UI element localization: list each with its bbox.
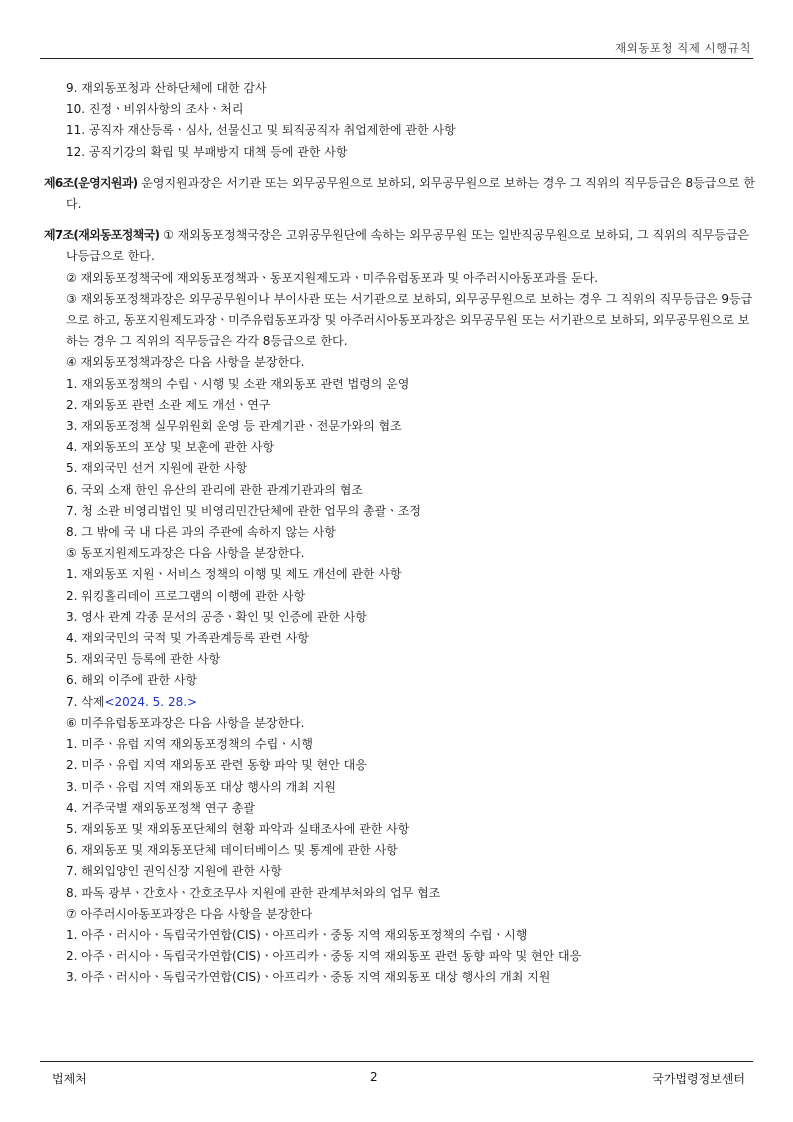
paragraph-7: ⑦ 아주러시아동포과장은 다음 사항을 분장한다 — [66, 906, 313, 921]
list-item-deleted — [44, 692, 756, 713]
list-item: 1. 재외동포 지원ㆍ서비스 정책의 이행 및 제도 개선에 관한 사항 — [66, 567, 402, 582]
footer-source: 국가법령정보센터 — [652, 1072, 745, 1086]
paragraph-4: ④ 재외동포정책과장은 다음 사항을 분장한다. — [66, 355, 305, 370]
article-heading: 제7조(재외동포정책국) — [44, 228, 160, 243]
list-item: 2. 재외동포 관련 소관 제도 개선ㆍ연구 — [66, 397, 271, 412]
list-item: 2. 아주ㆍ러시아ㆍ독립국가연합(CIS)ㆍ아프리카ㆍ중동 지역 재외동포 관련 동향 파악 및 현안 대응 — [66, 949, 582, 964]
article-7 — [44, 225, 756, 267]
list-item: 1. 재외동포정책의 수립ㆍ시행 및 소관 재외동포 관련 법령의 운영 — [66, 376, 410, 391]
list-item: 6. 재외동포 및 재외동포단체 데이터베이스 및 통계에 관한 사항 — [66, 843, 398, 858]
paragraph-2: ② 재외동포정책국에 재외동포정책과ㆍ동포지원제도과ㆍ미주유럽동포과 및 아주러시아동포과를 둔다. — [66, 270, 599, 285]
footer-divider — [40, 1061, 753, 1062]
article-heading: 제6조(운영지원과) — [44, 175, 138, 190]
paragraph-3: ③ 재외동포정책과장은 외무공무원이나 부이사관 또는 서기관으로 보하되, 외무공무원으로 보하는 경우 그 직위의 직무등급은 9등급으로 하고, 동포지원제도과장ㆍ미주유럽동포과장 및 아주러시아동포과장은 외무공무원 또는 서기관으로 보하되, 외무공무원으로 보하는 경우 그 직위의 직무등급은 각각 8등급으로 한다. — [66, 291, 753, 349]
list-item: 7. 해외입양인 권익신장 지원에 관한 사항 — [66, 864, 282, 879]
list-item: 3. 재외동포정책 실무위원회 운영 등 관계기관ㆍ전문가와의 협조 — [66, 419, 402, 434]
article-text: 운영지원과장은 서기관 또는 외무공무원으로 보하되, 외무공무원으로 보하는 경우 그 직위의 직무등급은 8등급으로 한다. — [66, 175, 755, 212]
paragraph-6: ⑥ 미주유럽동포과장은 다음 사항을 분장한다. — [66, 715, 305, 730]
article-6 — [44, 173, 756, 215]
deleted-item-text: 7. 삭제 — [66, 694, 105, 709]
list-item: 12. 공직기강의 확립 및 부패방지 대책 등에 관한 사항 — [66, 144, 348, 159]
page-number: 2 — [370, 1070, 378, 1084]
list-item: 8. 파독 광부ㆍ간호사ㆍ간호조무사 지원에 관한 관계부처와의 업무 협조 — [66, 885, 441, 900]
paragraph-1: ① 재외동포정책국장은 고위공무원단에 속하는 외무공무원 또는 일반직공무원으로 보하되, 그 직위의 직무등급은 나등급으로 한다. — [66, 228, 750, 264]
list-item: 3. 미주ㆍ유럽 지역 재외동포 대상 행사의 개최 지원 — [66, 779, 336, 794]
amendment-date-link[interactable]: <2024. 5. 28.> — [104, 694, 198, 709]
list-item: 7. 청 소관 비영리법인 및 비영리민간단체에 관한 업무의 총괄ㆍ조정 — [66, 503, 421, 518]
list-item: 8. 그 밖에 국 내 다른 과의 주관에 속하지 않는 사항 — [66, 525, 336, 540]
list-item: 6. 국외 소재 한인 유산의 관리에 관한 관계기관과의 협조 — [66, 482, 363, 497]
list-item: 3. 영사 관계 각종 문서의 공증ㆍ확인 및 인증에 관한 사항 — [66, 609, 367, 624]
list-item: 4. 재외국민의 국적 및 가족관계등록 관련 사항 — [66, 631, 309, 646]
list-item: 4. 거주국별 재외동포정책 연구 총괄 — [66, 800, 255, 815]
list-item: 4. 재외동포의 포상 및 보훈에 관한 사항 — [66, 440, 275, 455]
list-item: 2. 워킹홀리데이 프로그램의 이행에 관한 사항 — [66, 588, 306, 603]
list-item: 6. 해외 이주에 관한 사항 — [66, 673, 198, 688]
list-item: 5. 재외국민 선거 지원에 관한 사항 — [66, 461, 248, 476]
document-body — [44, 78, 756, 989]
list-item: 2. 미주ㆍ유럽 지역 재외동포 관련 동향 파악 및 현안 대응 — [66, 758, 367, 773]
list-item: 9. 재외동포청과 산하단체에 대한 감사 — [66, 81, 267, 95]
list-item: 11. 공직자 재산등록ㆍ심사, 선물신고 및 퇴직공직자 취업제한에 관한 사항 — [66, 123, 456, 138]
list-item: 5. 재외동포 및 재외동포단체의 현황 파악과 실태조사에 관한 사항 — [66, 821, 410, 836]
paragraph-5: ⑤ 동포지원제도과장은 다음 사항을 분장한다. — [66, 546, 305, 561]
list-item: 3. 아주ㆍ러시아ㆍ독립국가연합(CIS)ㆍ아프리카ㆍ중동 지역 재외동포 대상 행사의 개최 지원 — [66, 970, 551, 985]
list-item: 1. 아주ㆍ러시아ㆍ독립국가연합(CIS)ㆍ아프리카ㆍ중동 지역 재외동포정책의 수립ㆍ시행 — [66, 927, 528, 942]
footer-publisher: 법제처 — [52, 1072, 87, 1086]
header-divider — [40, 58, 753, 59]
list-item: 5. 재외국민 등록에 관한 사항 — [66, 652, 221, 667]
document-title: 재외동포청 직제 시행규칙 — [614, 41, 751, 55]
list-item: 10. 진정ㆍ비위사항의 조사ㆍ처리 — [66, 102, 244, 117]
list-item: 1. 미주ㆍ유럽 지역 재외동포정책의 수립ㆍ시행 — [66, 737, 313, 752]
